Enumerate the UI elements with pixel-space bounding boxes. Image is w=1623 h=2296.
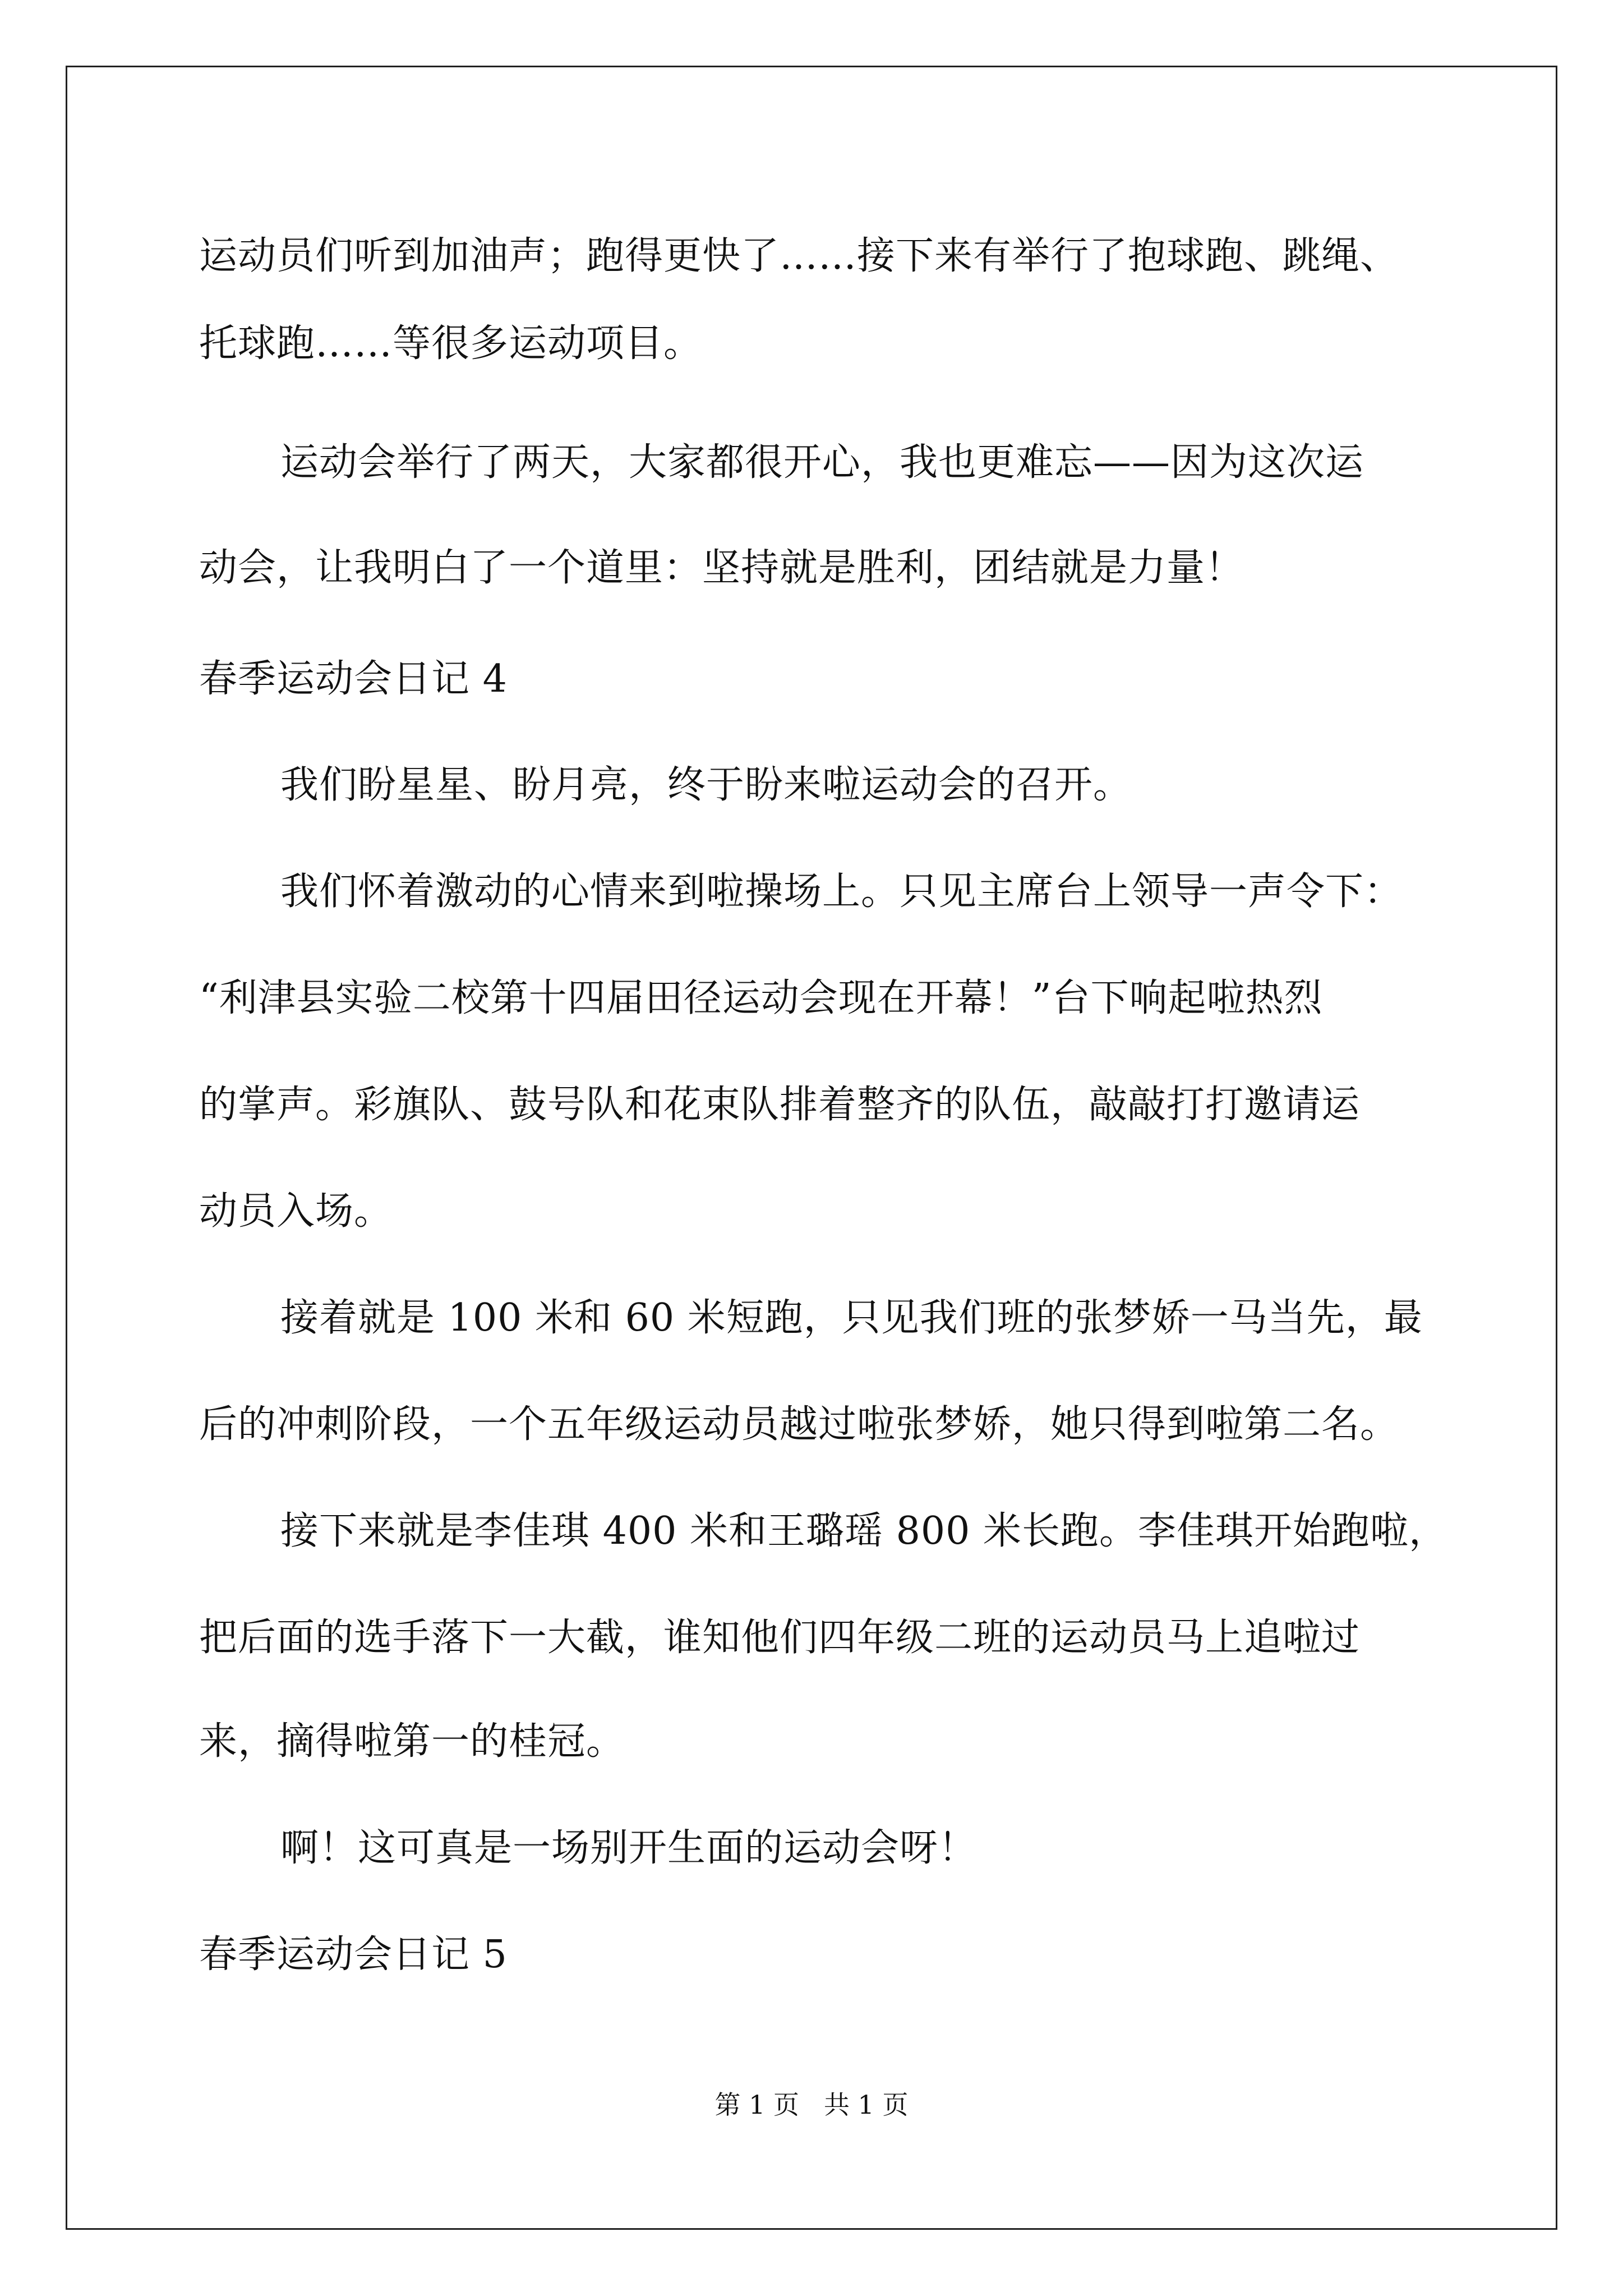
page-number: 第 1 页: [714, 2090, 800, 2120]
text-line: 的掌声。彩旗队、鼓号队和花束队排着整齐的队伍，敲敲打打邀请运: [199, 1083, 1361, 1127]
text-line: “利津县实验二校第十四届田径运动会现在开幕！”台下响起啦热烈: [199, 976, 1323, 1020]
text-line: 我们盼星星、盼月亮，终于盼来啦运动会的召开。: [280, 763, 1132, 807]
page-border: [66, 66, 1557, 2230]
text-line: 接下来就是李佳琪 400 米和王璐瑶 800 米长跑。李佳琪开始跑啦，: [280, 1509, 1448, 1553]
text-line: 运动会举行了两天，大家都很开心，我也更难忘——因为这次运: [280, 440, 1364, 485]
text-line: 啊！这可真是一场别开生面的运动会呀！: [280, 1826, 978, 1870]
text-line: 运动员们听到加油声；跑得更快了……接下来有举行了抱球跑、跳绳、: [199, 234, 1399, 278]
section-heading: 春季运动会日记 4: [199, 657, 508, 701]
text-line: 动会，让我明白了一个道里：坚持就是胜利，团结就是力量！: [199, 546, 1244, 590]
text-line: 托球跑……等很多运动项目。: [199, 321, 703, 366]
text-line: 把后面的选手落下一大截，谁知他们四年级二班的运动员马上追啦过: [199, 1616, 1361, 1660]
text-line: 我们怀着激动的心情来到啦操场上。只见主席台上领导一声令下：: [280, 869, 1403, 914]
section-heading: 春季运动会日记 5: [199, 1932, 508, 1977]
text-line: 后的冲刺阶段，一个五年级运动员越过啦张梦娇，她只得到啦第二名。: [199, 1402, 1399, 1447]
text-line: 来，摘得啦第一的桂冠。: [199, 1719, 625, 1764]
text-line: 动员入场。: [199, 1189, 393, 1234]
page-footer: [0, 2088, 1623, 2122]
text-line: 接着就是 100 米和 60 米短跑，只见我们班的张梦娇一马当先，最: [280, 1296, 1423, 1340]
page-total: 共 1 页: [823, 2090, 909, 2120]
